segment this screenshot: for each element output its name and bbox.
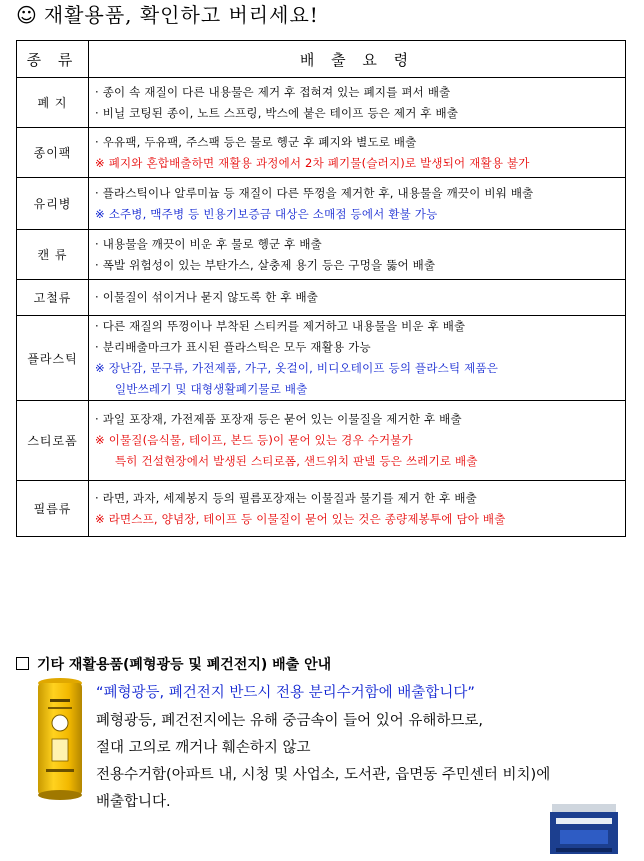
method-cell [89, 401, 626, 481]
method-line: · 우유팩, 두유팩, 주스팩 등은 물로 헹군 후 폐지와 별도로 배출 [95, 134, 417, 149]
method-line: · 플라스틱이나 알루미늄 등 재질이 다른 뚜껑을 제거한 후, 내용물을 깨끗이 비워 배출 [95, 185, 534, 200]
notice-line: 전용수거함(아파트 내, 시청 및 사업소, 도서관, 읍면동 주민센터 비치)에 [96, 767, 551, 783]
notice-body [96, 708, 631, 816]
category-cell: 필름류 [17, 481, 89, 537]
method-line: · 과일 포장재, 가전제품 포장재 등은 묻어 있는 이물질을 제거한 후 배출 [95, 412, 462, 426]
category-cell: 플라스틱 [17, 316, 89, 401]
notice-line: 절대 고의로 깨거나 훼손하지 않고 [96, 740, 311, 756]
header-category: 종 류 [17, 41, 89, 78]
category-cell: 고철류 [17, 280, 89, 316]
table-row [17, 128, 626, 178]
method-line: · 내용물을 깨끗이 비운 후 물로 헹군 후 배출 [95, 236, 322, 251]
table-row [17, 401, 626, 481]
method-line: ※ 장난감, 문구류, 가전제품, 가구, 옷걸이, 비디오테이프 등의 플라스틱 제품은 [95, 361, 499, 375]
method-line: ※ 소주병, 맥주병 등 빈용기보증금 대상은 소매점 등에서 환불 가능 [95, 206, 438, 221]
method-cell [89, 316, 626, 401]
table-row [17, 316, 626, 401]
method-cell [89, 230, 626, 280]
method-line: 일반쓰레기 및 대형생활폐기물로 배출 [115, 382, 308, 396]
method-line: · 분리배출마크가 표시된 플라스틱은 모두 재활용 가능 [95, 340, 371, 354]
method-cell [89, 280, 626, 316]
method-cell [89, 128, 626, 178]
table-body [17, 78, 626, 537]
table-header-row [17, 41, 626, 78]
section2-title-text: 기타 재활용품(폐형광등 및 폐건전지) 배출 안내 [37, 657, 332, 673]
method-line: ※ 폐지와 혼합배출하면 재활용 과정에서 2차 폐기물(슬러지)로 발생되어 재활용 불가 [95, 155, 530, 170]
method-line: 특히 건설현장에서 발생된 스티로폼, 샌드위치 판넬 등은 쓰레기로 배출 [115, 454, 478, 468]
category-cell: 유리병 [17, 178, 89, 230]
method-line: · 비닐 코팅된 종이, 노트 스프링, 박스에 붙은 테이프 등은 제거 후 배출 [95, 105, 459, 120]
category-cell: 캔 류 [17, 230, 89, 280]
method-cell [89, 481, 626, 537]
category-cell: 스티로폼 [17, 401, 89, 481]
table-row [17, 481, 626, 537]
recycling-guide-table [16, 40, 626, 537]
checkbox-square-icon [16, 657, 29, 670]
notice-line: 배출합니다. [96, 794, 171, 810]
method-cell [89, 78, 626, 128]
smiley-icon: ☺ [16, 3, 38, 27]
method-line: · 라면, 과자, 세제봉지 등의 필름포장재는 이물질과 물기를 제거 한 후 배출 [95, 490, 477, 505]
table-row [17, 78, 626, 128]
table-row [17, 280, 626, 316]
notice-line: 폐형광등, 폐건전지에는 유해 중금속이 들어 있어 유해하므로, [96, 713, 484, 729]
page-title [16, 0, 636, 30]
page-title-text: 재활용품, 확인하고 버리세요! [43, 3, 319, 27]
table-row [17, 230, 626, 280]
battery-collection-bin-image [34, 677, 86, 805]
category-cell: 폐 지 [17, 78, 89, 128]
table-row [17, 178, 626, 230]
notice-quote: “폐형광등, 폐건전지 반드시 전용 분리수거함에 배출합니다” [96, 685, 475, 701]
category-cell: 종이팩 [17, 128, 89, 178]
method-line: · 다른 재질의 뚜껑이나 부착된 스티커를 제거하고 내용물을 비운 후 배출 [95, 319, 466, 333]
method-line: · 종이 속 재질이 다른 내용물은 제거 후 접혀져 있는 폐지를 펴서 배출 [95, 84, 451, 99]
section2-title [16, 655, 636, 675]
method-cell [89, 178, 626, 230]
method-line: ※ 라면스프, 양념장, 테이프 등 이물질이 묻어 있는 것은 종량제봉투에 담아 배출 [95, 511, 506, 526]
method-line: · 폭발 위험성이 있는 부탄가스, 살충제 용기 등은 구멍을 뚫어 배출 [95, 257, 436, 272]
method-line: ※ 이물질(음식물, 테이프, 본드 등)이 묻어 있는 경우 수거불가 [95, 433, 413, 447]
header-method: 배 출 요 령 [89, 41, 626, 78]
method-line: · 이물질이 섞이거나 묻지 않도록 한 후 배출 [95, 290, 319, 304]
